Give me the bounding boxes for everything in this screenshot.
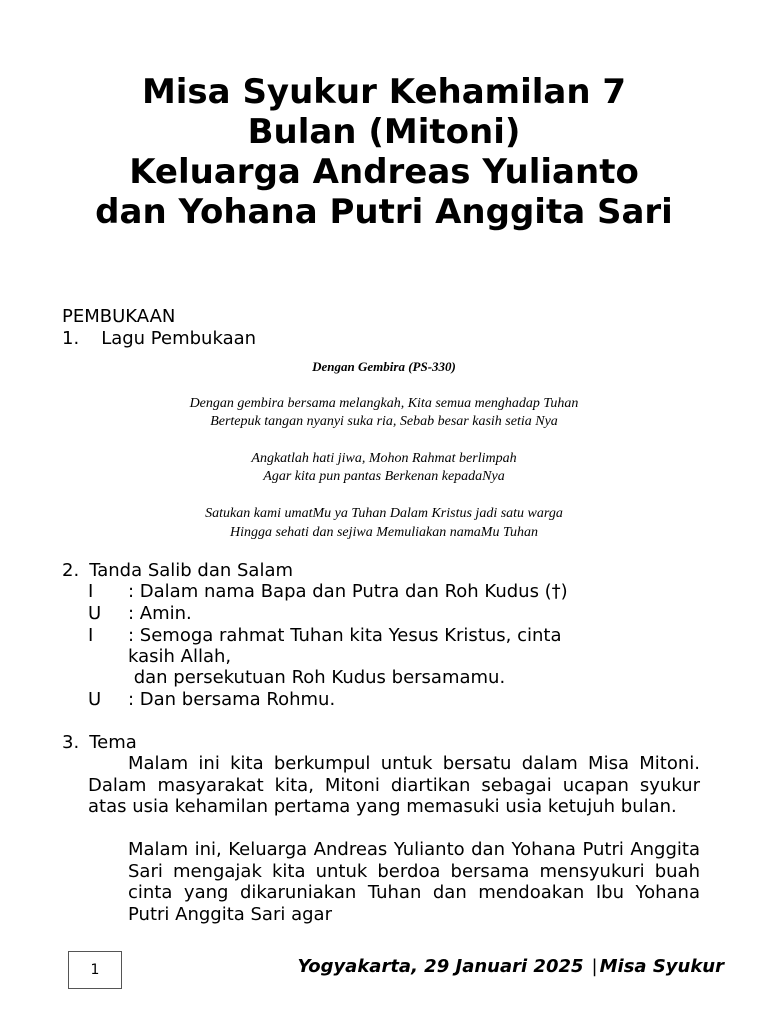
section-heading: PEMBUKAAN — [62, 306, 176, 327]
item-3-heading — [62, 732, 137, 754]
dialog-text: : Dan bersama Rohmu. — [128, 689, 336, 710]
song-title: Dengan Gembira (PS-330) — [312, 359, 456, 374]
title-line: dan Yohana Putri Anggita Sari — [95, 192, 673, 232]
item-number: 3. — [62, 732, 80, 753]
dialog-text: kasih Allah, — [128, 646, 232, 667]
song-line: Hingga sehati dan sejiwa Memuliakan namaMu Tuhan — [230, 525, 538, 540]
page-number-box — [68, 951, 122, 989]
song-line: Angkatlah hati jiwa, Mohon Rahmat berlimpah — [251, 451, 517, 466]
dialog-row — [88, 689, 335, 711]
item-number: 2. — [62, 560, 80, 581]
dialog-text: : Amin. — [128, 603, 192, 624]
title-line: Keluarga Andreas Yulianto — [129, 152, 639, 192]
item-label: Lagu Pembukaan — [101, 328, 257, 349]
speaker: I — [88, 581, 94, 602]
page-number: 1 — [90, 962, 100, 978]
paragraph-text: Malam ini kita berkumpul untuk bersatu dalam Misa Mitoni. Dalam masyarakat kita, Mitoni diartikan sebagai ucapan syukur atas usia kehamilan pertama yang memasuki usia ketujuh bulan. — [88, 753, 700, 817]
dialog-text: : Dalam nama Bapa dan Putra dan Roh Kudus (†) — [128, 581, 568, 602]
dialog-text: dan persekutuan Roh Kudus bersamamu. — [128, 667, 506, 688]
dialog-row — [88, 667, 505, 689]
dialog-row — [88, 581, 568, 603]
footer-place-date: Yogyakarta, 29 Januari 2025 — [297, 956, 584, 977]
item-label: Tanda Salib dan Salam — [89, 560, 294, 581]
speaker: U — [88, 603, 102, 624]
item-1-heading — [62, 328, 256, 350]
footer-separator: | — [591, 956, 598, 977]
paragraph-text: Malam ini, Keluarga Andreas Yulianto dan Yohana Putri Anggita Sari mengajak kita untuk berdoa bersama mensyukuri buah cinta yang dikaruniakan Tuhan dan mendoakan Ibu Yohana Putri Anggita Sari agar — [128, 839, 700, 925]
song-line: Agar kita pun pantas Berkenan kepadaNya — [263, 469, 505, 484]
item-number: 1. — [62, 328, 80, 349]
speaker: I — [88, 625, 94, 646]
dialog-row — [88, 646, 231, 668]
title-line: Bulan (Mitoni) — [247, 112, 521, 152]
item-label: Tema — [89, 732, 137, 753]
song-line: Bertepuk tangan nyanyi suka ria, Sebab besar kasih setia Nya — [210, 414, 558, 429]
dialog-row — [88, 625, 562, 647]
footer — [297, 956, 724, 977]
document-title — [40, 72, 728, 232]
theme-paragraph-2 — [128, 839, 700, 925]
song-line: Dengan gembira bersama melangkah, Kita semua menghadap Tuhan — [189, 396, 579, 411]
dialog-text: : Semoga rahmat Tuhan kita Yesus Kristus, cinta — [128, 625, 562, 646]
theme-paragraph-1 — [88, 753, 700, 818]
dialog-row — [88, 603, 192, 625]
speaker: U — [88, 689, 102, 710]
item-2-heading — [62, 560, 293, 582]
song-line: Satukan kami umatMu ya Tuhan Dalam Kristus jadi satu warga — [205, 506, 563, 521]
title-line: Misa Syukur Kehamilan 7 — [141, 72, 627, 112]
footer-event: Misa Syukur — [599, 956, 724, 977]
